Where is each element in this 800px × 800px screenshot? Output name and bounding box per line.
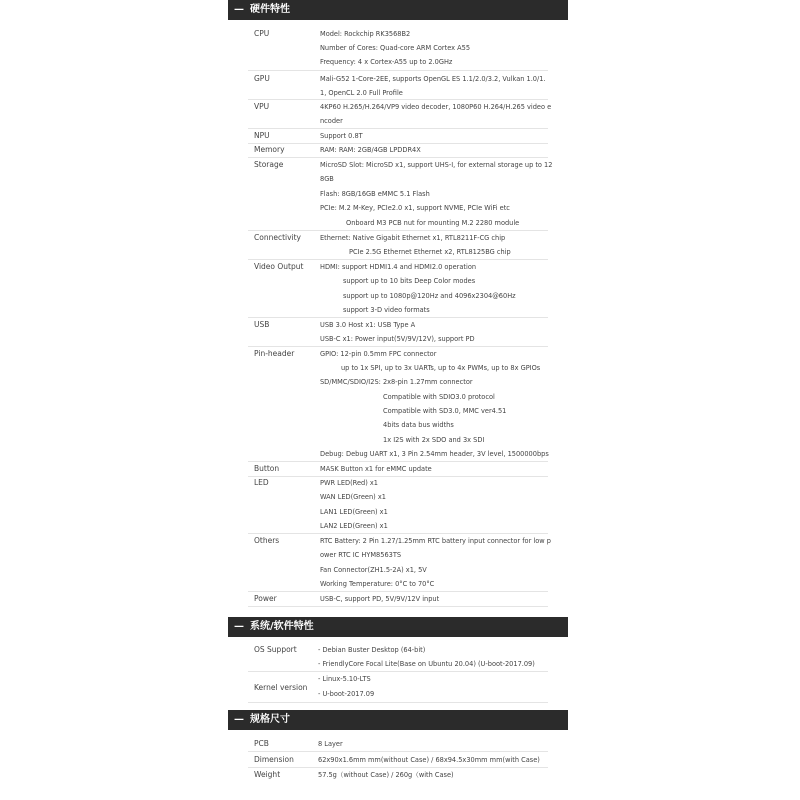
cpu-label: CPU (254, 29, 270, 38)
kernel-version-label: Kernel version (254, 683, 308, 692)
vpu-value-line: ncoder (320, 117, 343, 125)
row-separator (248, 606, 548, 607)
weight-label: Weight (254, 770, 281, 779)
row-separator (248, 128, 548, 129)
kernel-version-value-line: - U-boot-2017.09 (318, 690, 375, 698)
storage-value-line: Flash: 8GB/16GB eMMC 5.1 Flash (320, 190, 430, 198)
hardware-section-title: 硬件特性 (250, 4, 290, 15)
button-value-line: MASK Button x1 for eMMC update (320, 465, 432, 473)
npu-value-line: Support 0.8T (320, 132, 363, 140)
weight-value-line: 57.5g（without Case) / 260g（with Case) (318, 771, 454, 779)
gpu-value-line: Mali-G52 1-Core-2EE, supports OpenGL ES 1.1/2.0/3.2, Vulkan 1.0/1. (320, 75, 546, 83)
video-output-value-line: support up to 1080p@120Hz and 4096x2304@60Hz (343, 292, 516, 300)
pcb-label: PCB (254, 739, 269, 748)
os-support-value-line: - Debian Buster Desktop (64-bit) (318, 646, 426, 654)
vpu-label: VPU (254, 102, 270, 111)
software-section-title: 系统/软件特性 (250, 621, 314, 632)
led-label: LED (254, 478, 269, 487)
pin-header-value-line: Compatible with SD3.0, MMC ver4.51 (383, 407, 507, 415)
pin-header-value-line: GPIO: 12-pin 0.5mm FPC connector (320, 350, 437, 358)
connectivity-label: Connectivity (254, 233, 301, 242)
pcb-value-line: 8 Layer (318, 740, 343, 748)
connectivity-value-line: Ethernet: Native Gigabit Ethernet x1, RTL8211F-CG chip (320, 234, 506, 242)
software-section-header (228, 617, 568, 637)
pin-header-value-line: up to 1x SPI, up to 3x UARTs, up to 4x PWMs, up to 8x GPIOs (341, 364, 541, 372)
video-output-label: Video Output (254, 262, 304, 271)
row-separator (248, 702, 548, 703)
dimension-value-line: 62x90x1.6mm mm(without Case) / 68x94.5x30mm mm(with Case) (318, 756, 540, 764)
usb-label: USB (254, 320, 270, 329)
memory-value-line: RAM: RAM: 2GB/4GB LPDDR4X (320, 146, 421, 154)
gpu-label: GPU (254, 74, 270, 83)
collapse-dash-icon: — (234, 621, 244, 632)
collapse-dash-icon: — (234, 714, 244, 725)
storage-value-line: PCIe: M.2 M-Key, PCIe2.0 x1, support NVME, PCIe WiFi etc (320, 204, 510, 212)
led-value-line: PWR LED(Red) x1 (320, 479, 378, 487)
video-output-value-line: support 3-D video formats (343, 306, 430, 314)
row-separator (248, 751, 548, 752)
memory-label: Memory (254, 145, 285, 154)
power-label: Power (254, 594, 277, 603)
cpu-value-line: Number of Cores: Quad-core ARM Cortex A55 (320, 44, 471, 52)
usb-value-line: USB-C x1: Power input(5V/9V/12V), support PD (320, 335, 475, 343)
cpu-value-line: Model: Rockchip RK3568B2 (320, 30, 411, 38)
vpu-value-line: 4KP60 H.265/H.264/VP9 video decoder, 1080P60 H.264/H.265 video e (320, 103, 552, 111)
pin-header-value-line: SD/MMC/SDIO/I2S: 2x8-pin 1.27mm connector (320, 378, 473, 386)
storage-value-line: 8GB (320, 175, 334, 183)
button-label: Button (254, 464, 280, 473)
specs-section-title: 规格尺寸 (250, 714, 290, 725)
specs-section-header (228, 710, 568, 730)
storage-value-line: MicroSD Slot: MicroSD x1, support UHS-I, for external storage up to 12 (320, 161, 553, 169)
others-label: Others (254, 536, 280, 545)
cpu-value-line: Frequency: 4 x Cortex-A55 up to 2.0GHz (320, 58, 453, 66)
power-value-line: USB-C, support PD, 5V/9V/12V input (320, 595, 440, 603)
others-value-line: Working Temperature: 0°C to 70°C (320, 580, 435, 588)
collapse-dash-icon: — (234, 4, 244, 15)
pin-header-label: Pin-header (254, 349, 295, 358)
video-output-value-line: support up to 10 bits Deep Color modes (343, 277, 476, 285)
video-output-value-line: HDMI: support HDMI1.4 and HDMI2.0 operation (320, 263, 477, 271)
usb-value-line: USB 3.0 Host x1: USB Type A (320, 321, 416, 329)
connectivity-value-line: PCIe 2.5G Ethernet Ethernet x2, RTL8125BG chip (349, 248, 511, 256)
row-separator (248, 671, 548, 672)
storage-label: Storage (254, 160, 284, 169)
others-value-line: ower RTC IC HYM8563TS (320, 551, 402, 559)
pin-header-value-line: Debug: Debug UART x1, 3 Pin 2.54mm header, 3V level, 1500000bps (320, 450, 549, 458)
hardware-section-header (228, 0, 568, 20)
storage-value-line: Onboard M3 PCB nut for mounting M.2 2280 module (346, 219, 520, 227)
led-value-line: LAN2 LED(Green) x1 (320, 522, 388, 530)
pin-header-value-line: Compatible with SDIO3.0 protocol (383, 393, 495, 401)
os-support-label: OS Support (254, 645, 297, 654)
led-value-line: LAN1 LED(Green) x1 (320, 508, 388, 516)
os-support-value-line: - FriendlyCore Focal Lite(Base on Ubuntu 20.04) (U-boot-2017.09) (318, 660, 535, 668)
kernel-version-value-line: - Linux-5.10-LTS (318, 675, 371, 683)
pin-header-value-line: 4bits data bus widths (383, 421, 454, 429)
row-separator (248, 476, 548, 477)
npu-label: NPU (254, 131, 270, 140)
dimension-label: Dimension (254, 755, 294, 764)
others-value-line: Fan Connector(ZH1.5-2A) x1, 5V (320, 566, 427, 574)
others-value-line: RTC Battery: 2 Pin 1.27/1.25mm RTC battery input connector for low p (320, 537, 551, 545)
pin-header-value-line: 1x I2S with 2x SDO and 3x SDI (383, 436, 485, 444)
gpu-value-line: 1, OpenCL 2.0 Full Profile (320, 89, 403, 97)
row-separator (248, 70, 548, 71)
led-value-line: WAN LED(Green) x1 (320, 493, 386, 501)
